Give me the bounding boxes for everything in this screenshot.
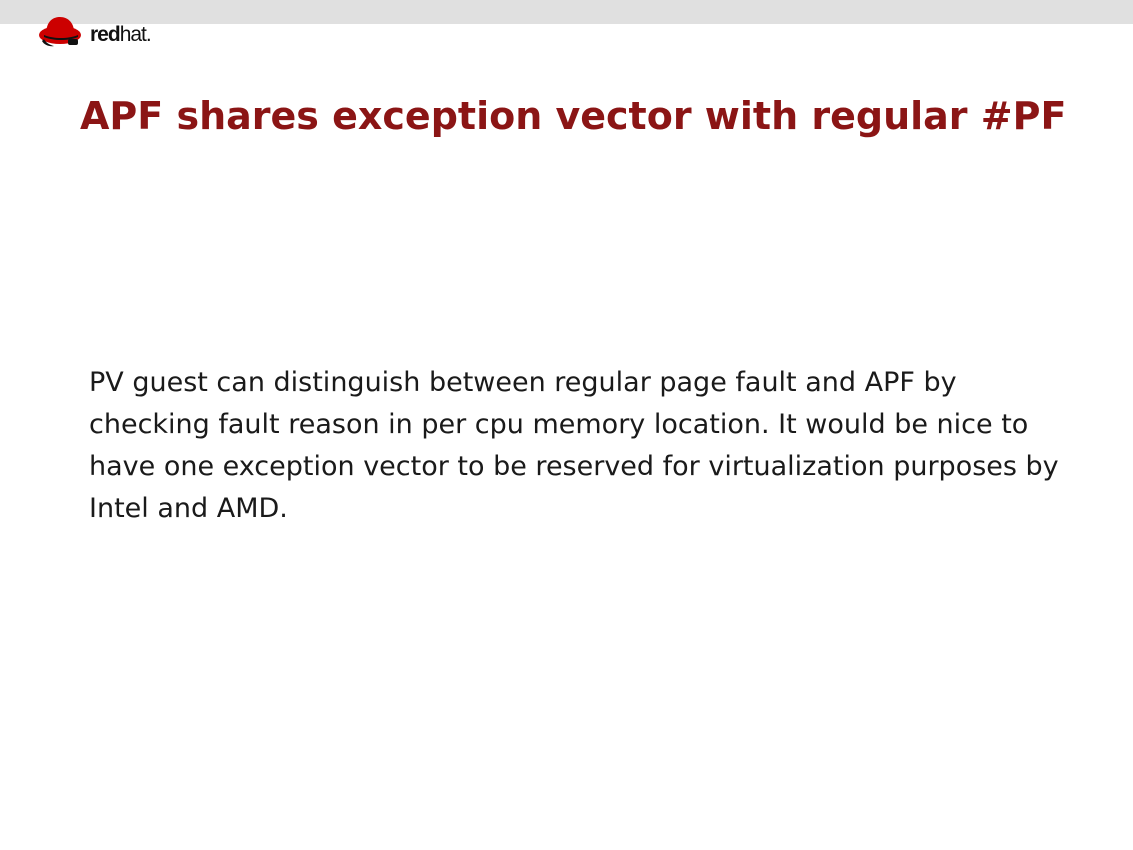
top-bar [0,0,1133,24]
redhat-wordmark [90,24,151,45]
slide-title: APF shares exception vector with regular #PF [80,94,1067,138]
redhat-logo [38,14,151,50]
wordmark-regular: hat. [119,22,151,46]
slide-body-text: PV guest can distinguish between regular page fault and APF by checking fault reason in per cpu memory location. It would be nice to have one exception vector to be reserved for virtualization purposes by Intel and AMD. [89,367,1059,524]
wordmark-bold: red [90,22,120,46]
redhat-shadowman-icon [38,15,84,49]
